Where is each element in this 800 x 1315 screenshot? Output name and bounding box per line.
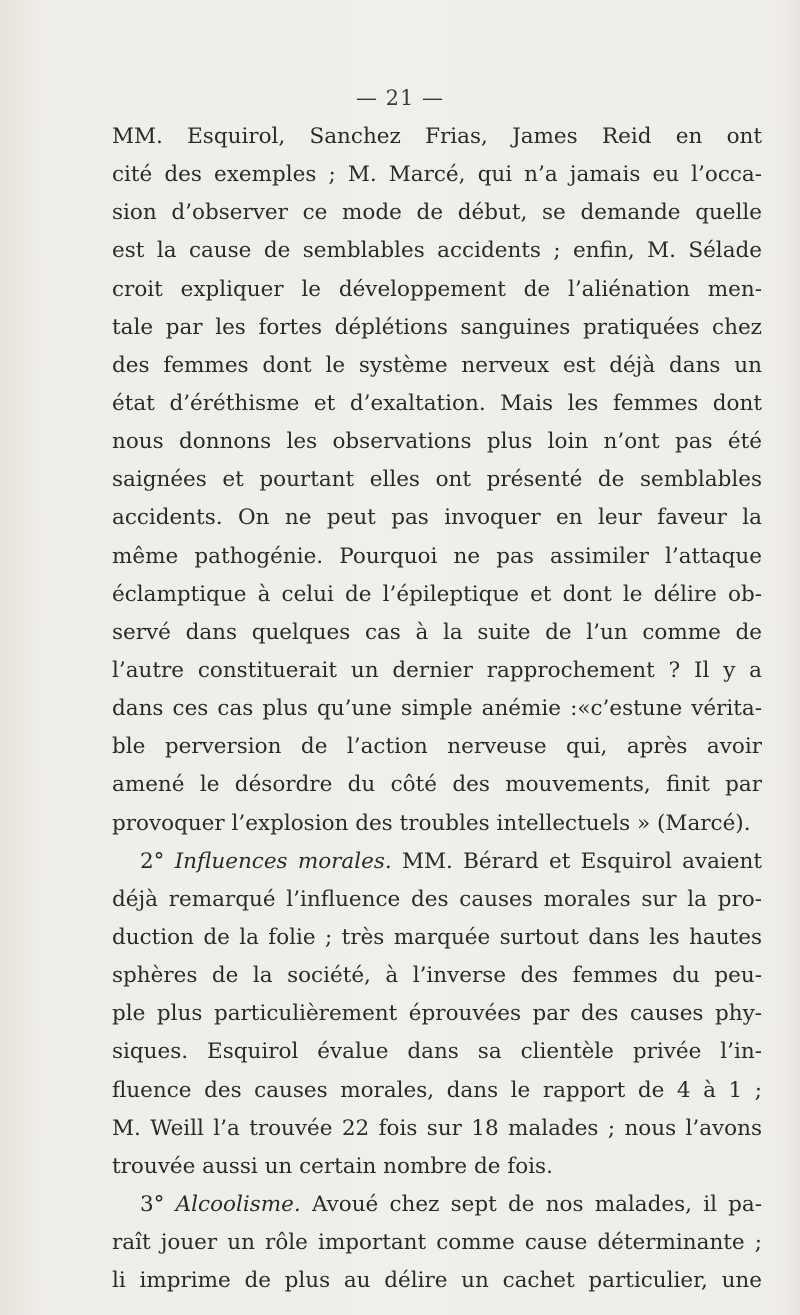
- text-line: duction de la folie ; très marquée surtout dans les hautes: [112, 924, 762, 950]
- text-line: déjà remarqué l’influence des causes morales sur la pro-: [112, 886, 762, 912]
- text-line: ple plus particulièrement éprouvées par des causes phy-: [112, 1001, 762, 1027]
- section-heading-line: [112, 843, 762, 881]
- text-line: amené le désordre du côté des mouvements, finit par: [112, 772, 762, 798]
- text-line: état d’éréthisme et d’exaltation. Mais les femmes dont: [112, 390, 762, 416]
- text-line: provoquer l’explosion des troubles intellectuels » (Marcé).: [112, 810, 751, 836]
- text-line: servé dans quelques cas à la suite de l’un comme de: [112, 619, 762, 645]
- text-line: saignées et pourtant elles ont présenté de semblables: [112, 467, 762, 493]
- text-line: M. Weill l’a trouvée 22 fois sur 18 malades ; nous l’avons: [112, 1115, 762, 1141]
- text-line: cité des exemples ; M. Marcé, qui n’a jamais eu l’occa-: [112, 162, 762, 188]
- text-line: sphères de la société, à l’inverse des femmes du peu-: [112, 963, 762, 989]
- text-line: li imprime de plus au délire un cachet particulier, une: [112, 1268, 762, 1294]
- text-line: croit expliquer le développement de l’aliénation men-: [112, 276, 762, 302]
- text-fragment: Avoué chez sept de nos malades, il pa-: [311, 1191, 762, 1217]
- text-line: l’autre constituerait un dernier rapprochement ? Il y a: [112, 657, 762, 683]
- text-line: même pathogénie. Pourquoi ne pas assimiler l’attaque: [112, 543, 762, 569]
- text-line: des femmes dont le système nerveux est déjà dans un: [112, 352, 762, 378]
- text-line: fluence des causes morales, dans le rapport de 4 à 1 ;: [112, 1077, 762, 1103]
- text-line: nous donnons les observations plus loin n’ont pas été: [112, 429, 762, 455]
- text-line: trouvée aussi un certain nombre de fois.: [112, 1153, 553, 1179]
- page-number: — 21 —: [355, 86, 445, 110]
- text-line: accidents. On ne peut pas invoquer en leur faveur la: [112, 505, 762, 531]
- section-title: Alcoolisme.: [175, 1191, 301, 1217]
- section-heading-line: [112, 1186, 762, 1224]
- text-line: tale par les fortes déplétions sanguines pratiquées chez: [112, 314, 762, 340]
- text-line: est la cause de semblables accidents ; enfin, M. Sélade: [112, 238, 762, 264]
- text-line: siques. Esquirol évalue dans sa clientèle privée l’in-: [112, 1039, 762, 1065]
- body-text: [112, 118, 762, 1300]
- text-fragment: MM. Bérard et Esquirol avaient: [401, 848, 762, 874]
- text-line: MM. Esquirol, Sanchez Frias, James Reid en ont: [112, 124, 762, 149]
- text-line: dans ces cas plus qu’une simple anémie :«c’estune vérita-: [112, 696, 762, 722]
- text-line: sion d’observer ce mode de début, se demande quelle: [112, 200, 762, 226]
- text-line: raît jouer un rôle important comme cause déterminante ;: [112, 1230, 762, 1256]
- section-number: 3°: [140, 1191, 165, 1217]
- section-title: Influences morales.: [174, 848, 392, 874]
- section-number: 2°: [140, 848, 165, 874]
- text-line: ble perversion de l’action nerveuse qui, après avoir: [112, 734, 762, 760]
- text-line: éclamptique à celui de l’épileptique et dont le délire ob-: [112, 581, 762, 607]
